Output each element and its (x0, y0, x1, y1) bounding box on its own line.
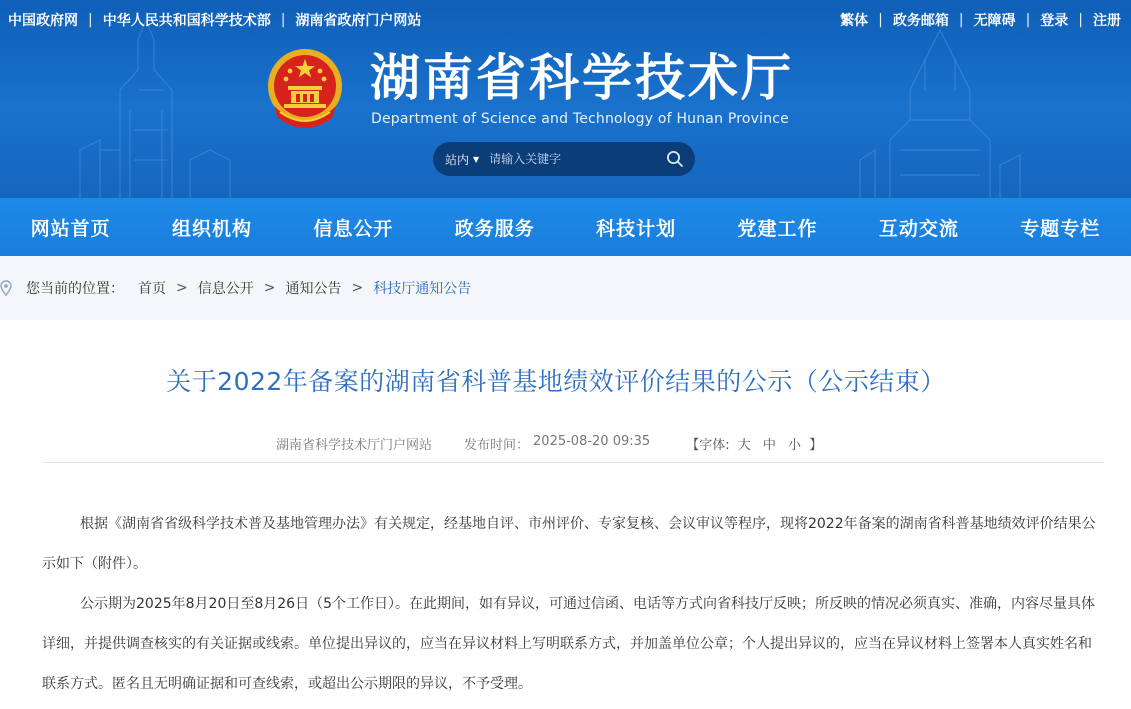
search-bar (433, 142, 695, 176)
search-scope-dropdown[interactable] (445, 151, 479, 168)
nav-item-special-topics[interactable]: 专题专栏 (1020, 217, 1101, 240)
nav-item-party-building[interactable]: 党建工作 (737, 217, 818, 240)
nav-item-tech-plans[interactable]: 科技计划 (596, 217, 677, 240)
font-size-small[interactable]: 小 (788, 438, 802, 453)
site-header (0, 0, 1131, 198)
nav-item-interaction[interactable]: 互动交流 (878, 217, 959, 240)
article-panel (0, 320, 1131, 709)
breadcrumb-home[interactable]: 首页 (138, 281, 166, 297)
nav-item-home[interactable]: 网站首页 (30, 217, 111, 240)
link-gov-cn[interactable]: 中国政府网 (8, 13, 78, 29)
divider (42, 462, 1104, 463)
nav-item-organization[interactable]: 组织机构 (172, 217, 253, 240)
breadcrumb-information[interactable]: 信息公开 (197, 281, 254, 297)
breadcrumb-separator: > (351, 280, 364, 296)
font-size-controls (686, 434, 822, 453)
top-links: 中国政府网 | 中华人民共和国科学技术部 | 湖南省政府门户网站 (8, 12, 422, 29)
breadcrumb-dept-notices[interactable]: 科技厅通知公告 (373, 281, 472, 297)
register-link[interactable]: 注册 (1093, 13, 1121, 29)
breadcrumb-separator: > (263, 280, 276, 296)
gov-mail-link[interactable]: 政务邮箱 (892, 13, 949, 29)
article-title: 关于2022年备案的湖南省科普基地绩效评价结果的公示（公示结束） (166, 367, 946, 396)
publish-date-label: 发布时间： (464, 438, 530, 453)
search-scope-label: 站内 (445, 152, 470, 167)
article-source: 湖南省科学技术厅门户网站 (276, 438, 433, 453)
link-most[interactable]: 中华人民共和国科学技术部 (102, 13, 271, 29)
article-paragraph: 根据《湖南省省级科学技术普及基地管理办法》有关规定，经基地自评、市州评价、专家复核、会议审议等程序，现将2022年备案的湖南省科普基地绩效评价结果公示如下（附件）。 (42, 516, 1096, 572)
nav-item-services[interactable]: 政务服务 (454, 217, 535, 240)
article-paragraph: 公示期为2025年8月20日至8月26日（5个工作日）。在此期间，如有异议，可通过信函、电话等方式向省科技厅反映；所反映的情况必须真实、准确，内容尽量具体详细，并提供调查核实的有关证据或线索。单位提出异议的，应当在异议材料上写明联系方式，并加盖单位公章；个人提出异议的，应当在异议材料上签署本人真实姓名和联系方式。匿名且无明确证据和可查线索，或超出公示期限的异议，不予受理。 (42, 596, 1095, 692)
main-nav (0, 198, 1131, 256)
font-size-large[interactable]: 大 (737, 438, 751, 453)
publish-date: 2025-08-20 09:35 (533, 434, 651, 449)
breadcrumb-label: 您当前的位置： (26, 281, 124, 297)
breadcrumb (0, 256, 1131, 320)
traditional-chinese-link[interactable]: 繁体 (840, 13, 869, 29)
font-size-label: 【字体: (686, 438, 730, 453)
link-hunan-gov[interactable]: 湖南省政府门户网站 (295, 13, 422, 29)
caret-down-icon: ▼ (473, 154, 480, 164)
article-body (42, 504, 1104, 704)
font-size-medium[interactable]: 中 (762, 438, 776, 453)
breadcrumb-separator: > (176, 280, 188, 296)
font-size-close: 】 (809, 438, 823, 453)
article-meta (276, 434, 822, 453)
search-icon[interactable] (665, 149, 685, 169)
breadcrumb-notices[interactable]: 通知公告 (285, 281, 342, 297)
top-right-links: 繁体 | 政务邮箱 | 无障碍 | 登录 | 注册 (840, 12, 1121, 29)
site-title: 湖南省科学技术厅 (370, 49, 794, 107)
national-emblem-icon (266, 46, 344, 132)
login-link[interactable]: 登录 (1040, 13, 1069, 29)
search-input[interactable] (489, 152, 665, 166)
site-subtitle: Department of Science and Technology of Hunan Province (371, 111, 789, 127)
nav-item-information[interactable]: 信息公开 (313, 217, 394, 240)
location-pin-icon (0, 280, 12, 296)
accessibility-link[interactable]: 无障碍 (973, 13, 1016, 29)
